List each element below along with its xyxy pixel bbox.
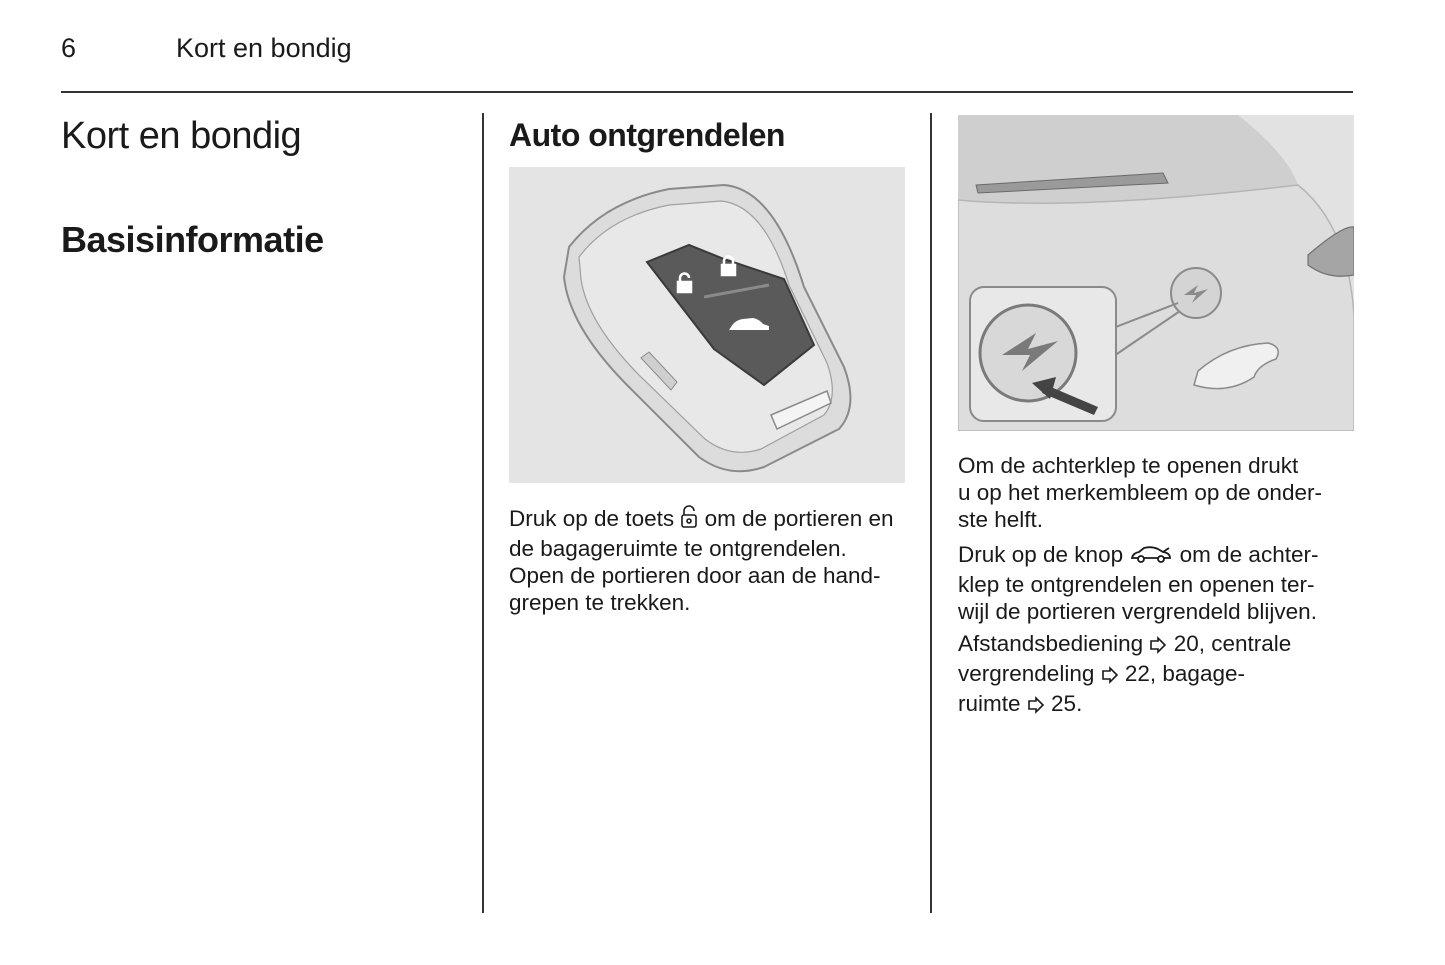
unlock-paragraph [509,505,909,616]
header-rule [61,91,1353,93]
running-header [61,30,1353,66]
tailgate-emblem-illustration [958,115,1354,431]
trunk-button-paragraph [958,541,1358,625]
ref-central-label: vergrendeling [958,661,1095,686]
key-fob-illustration [509,167,905,483]
ref-trunk-label: ruimte [958,691,1021,716]
page-number: 6 [61,33,77,63]
trunk-car-icon [1129,544,1173,571]
trunk-text-line3: wijl de portieren vergrendeld blijven. [958,599,1317,624]
ref-remote-page: 20, centrale [1173,631,1292,656]
subsection-title: Auto ontgrendelen [509,117,785,153]
page-reference-icon [1027,693,1045,720]
running-title: Kort en bondig [176,33,352,63]
chapter-title: Kort en bondig [61,115,302,157]
trunk-text-line1-rest: om de achter- [1179,542,1319,567]
tailgate-open-line1: Om de achterklep te openen drukt [958,453,1299,478]
trunk-text-before-icon: Druk op de knop [958,542,1124,567]
tailgate-open-paragraph [958,452,1358,533]
ref-central-page: 22, bagage- [1124,661,1245,686]
page-reference-icon [1101,663,1119,690]
unlock-icon [680,505,698,535]
page-reference-icon [1149,633,1167,660]
column-divider-left [482,113,484,913]
unlock-text-line2: de bagageruimte te ontgrendelen. [509,536,847,561]
cross-reference-paragraph [958,630,1358,720]
ref-remote-label: Afstandsbediening [958,631,1144,656]
unlock-text-line1-rest: om de portieren en [704,506,894,531]
tailgate-open-line2: u op het merkembleem op de onder- [958,480,1322,505]
section-title: Basisinformatie [61,219,324,260]
unlock-text-before-icon: Druk op de toets [509,506,675,531]
tailgate-open-line3: ste helft. [958,507,1044,532]
trunk-text-line2: klep te ontgrendelen en openen ter- [958,572,1315,597]
column-divider-right [930,113,932,913]
unlock-text-line3: Open de portieren door aan de hand- [509,563,881,588]
unlock-text-line4: grepen te trekken. [509,590,691,615]
ref-trunk-page: 25. [1051,691,1083,716]
